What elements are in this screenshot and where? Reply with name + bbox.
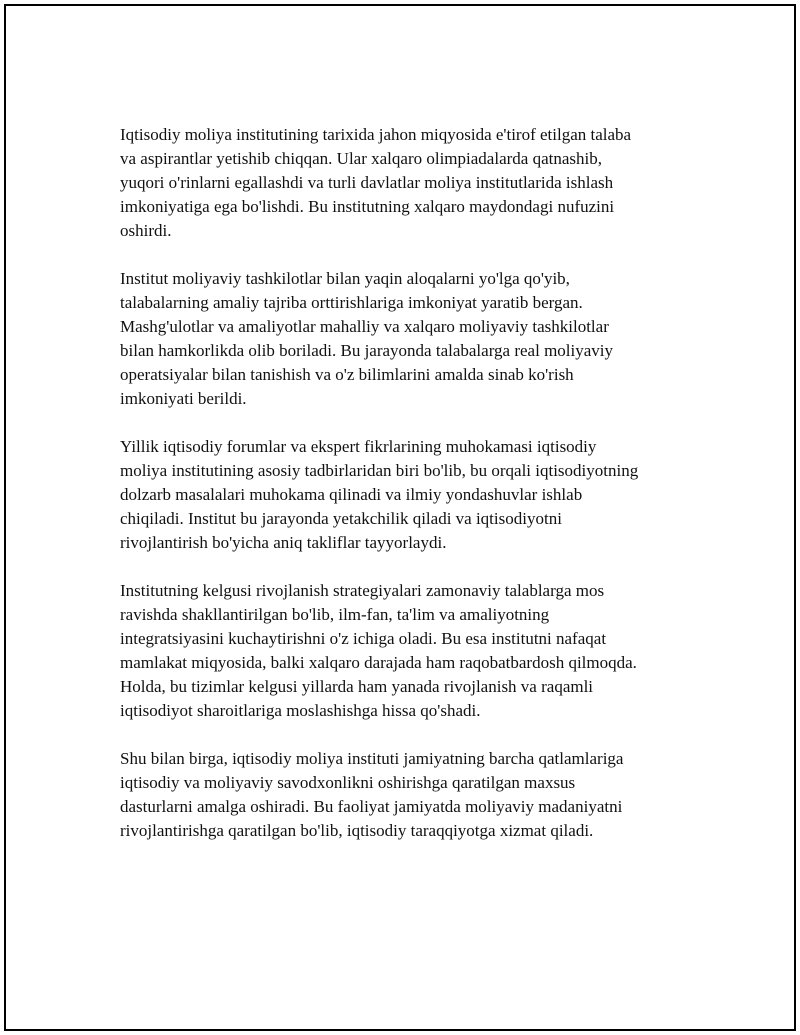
document-body — [120, 123, 690, 867]
paragraph-1: Iqtisodiy moliya institutining tarixida jahon miqyosida e'tirof etilgan talaba va aspirantlar yetishib chiqqan. Ular xalqaro olimpiadalarda qatnashib, yuqori o'rinlarni egallashdi va turli davlatlar moliya institutlarida ishlash imkoniyatiga ega bo'lishdi. Bu institutning xalqaro maydondagi nufuzini oshirdi. — [120, 125, 632, 240]
page-frame — [4, 4, 796, 1031]
paragraph-2: Institut moliyaviy tashkilotlar bilan yaqin aloqalarni yo'lga qo'yib, talabalarning amaliy tajriba orttirishlariga imkoniyat yaratib bergan. Mashg'ulotlar va amaliyotlar mahalliy va xalqaro moliyaviy tashkilotlar bilan hamkorlikda olib boriladi. Bu jarayonda talabalarga real moliyaviy operatsiyalar bilan tanishish va o'z bilimlarini amalda sinab ko'rish imkoniyati berildi. — [120, 269, 614, 408]
paragraph-5: Shu bilan birga, iqtisodiy moliya instituti jamiyatning barcha qatlamlariga iqtisodiy va moliyaviy savodxonlikni oshirishga qaratilgan maxsus dasturlarni amalga oshiradi. Bu faoliyat jamiyatda moliyaviy madaniyatni rivojlantirishga qaratilgan bo'lib, iqtisodiy taraqqiyotga xizmat qiladi. — [120, 749, 624, 840]
paragraph-4: Institutning kelgusi rivojlanish strategiyalari zamonaviy talablarga mos ravishda shakllantirilgan bo'lib, ilm-fan, ta'lim va amaliyotning integratsiyasini kuchaytirishni o'z ichiga oladi. Bu esa institutni nafaqat mamlakat miqyosida, balki xalqaro darajada ham raqobatbardosh qilmoqda. Holda, bu tizimlar kelgusi yillarda ham yanada rivojlanish va raqamli iqtisodiyot sharoitlariga moslashishga hissa qo'shadi. — [120, 581, 637, 720]
paragraph-3: Yillik iqtisodiy forumlar va ekspert fikrlarining muhokamasi iqtisodiy moliya institutining asosiy tadbirlaridan biri bo'lib, bu orqali iqtisodiyotning dolzarb masalalari muhokama qilinadi va ilmiy yondashuvlar ishlab chiqiladi. Institut bu jarayonda yetakchilik qiladi va iqtisodiyotni rivojlantirish bo'yicha aniq takliflar tayyorlaydi. — [120, 437, 639, 552]
